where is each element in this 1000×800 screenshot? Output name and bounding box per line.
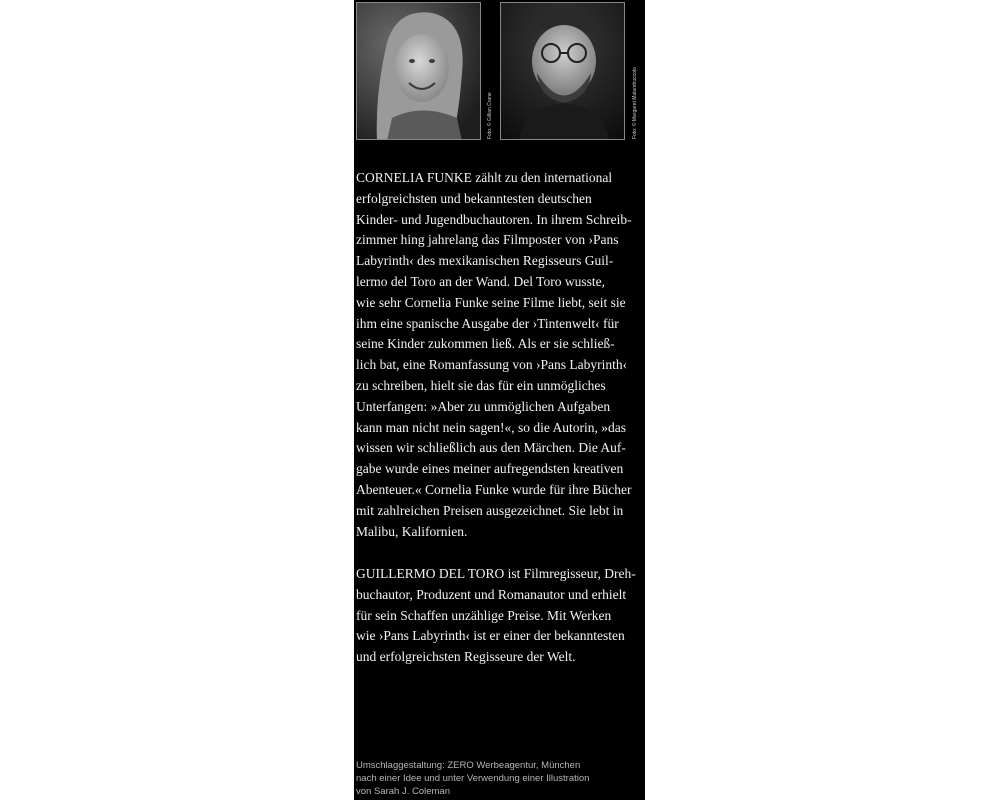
author-photo-cornelia-funke <box>356 2 481 140</box>
bio-line: lich bat, eine Romanfassung von ›Pans Labyrinth‹ <box>356 357 628 373</box>
bio-line: ihm eine spanische Ausgabe der ›Tintenwelt‹ für <box>356 315 619 331</box>
author-photo-guillermo-del-toro <box>500 2 625 140</box>
bio-line: Labyrinth‹ des mexikanischen Regisseurs Guil- <box>356 253 614 269</box>
bio-line: seine Kinder zukommen ließ. Als er sie schließ- <box>356 336 615 352</box>
bio-line: CORNELIA FUNKE zählt zu den international <box>356 170 613 185</box>
bio-line: Kinder- und Jugendbuchautoren. In ihrem Schreib- <box>356 211 632 227</box>
bio-line: wie ›Pans Labyrinth‹ ist er einer der bekanntesten <box>356 628 625 644</box>
bio-line: mit zahlreichen Preisen ausgezeichnet. Sie lebt in <box>356 502 624 518</box>
bio-line: kann man nicht nein sagen!«, so die Autorin, »das <box>356 419 626 435</box>
bio-cornelia-funke <box>356 168 648 542</box>
credit-line: Umschlaggestaltung: ZERO Werbeagentur, München <box>356 760 581 771</box>
bio-line: Malibu, Kalifornien. <box>356 523 468 539</box>
photo-credit-right: Foto: © Margaret Malandruccolo <box>632 67 638 139</box>
bio-line: lermo del Toro an der Wand. Del Toro wusste, <box>356 273 605 289</box>
credit-line: von Sarah J. Coleman <box>356 786 450 797</box>
bio-line: und erfolgreichsten Regisseure der Welt. <box>356 649 576 665</box>
photo-credit-left: Foto: © Gillian Crane <box>487 92 493 139</box>
cover-design-credit <box>356 759 646 798</box>
bio-line: erfolgreichsten und bekanntesten deutschen <box>356 190 592 206</box>
bio-line: Abenteuer.« Cornelia Funke wurde für ihre Bücher <box>356 481 632 497</box>
bio-line: für sein Schaffen unzählige Preise. Mit Werken <box>356 607 612 623</box>
bio-line: buchautor, Produzent und Romanautor und erhielt <box>356 586 627 602</box>
credit-line: nach einer Idee und unter Verwendung einer Illustration <box>356 773 590 784</box>
bio-line: wissen wir schließlich aus den Märchen. Die Auf- <box>356 440 626 456</box>
bio-line: zimmer hing jahrelang das Filmposter von ›Pans <box>356 232 619 248</box>
bio-line: gabe wurde eines meiner aufregendsten kreativen <box>356 461 624 477</box>
bio-line: Unterfangen: »Aber zu unmöglichen Aufgaben <box>356 398 611 414</box>
book-back-flap <box>354 0 645 800</box>
bio-line: zu schreiben, hielt sie das für ein unmögliches <box>356 377 606 393</box>
bio-guillermo-del-toro <box>356 564 648 668</box>
bio-line: GUILLERMO DEL TORO ist Filmregisseur, Dreh- <box>356 566 636 581</box>
bio-line: wie sehr Cornelia Funke seine Filme liebt, seit sie <box>356 294 626 310</box>
